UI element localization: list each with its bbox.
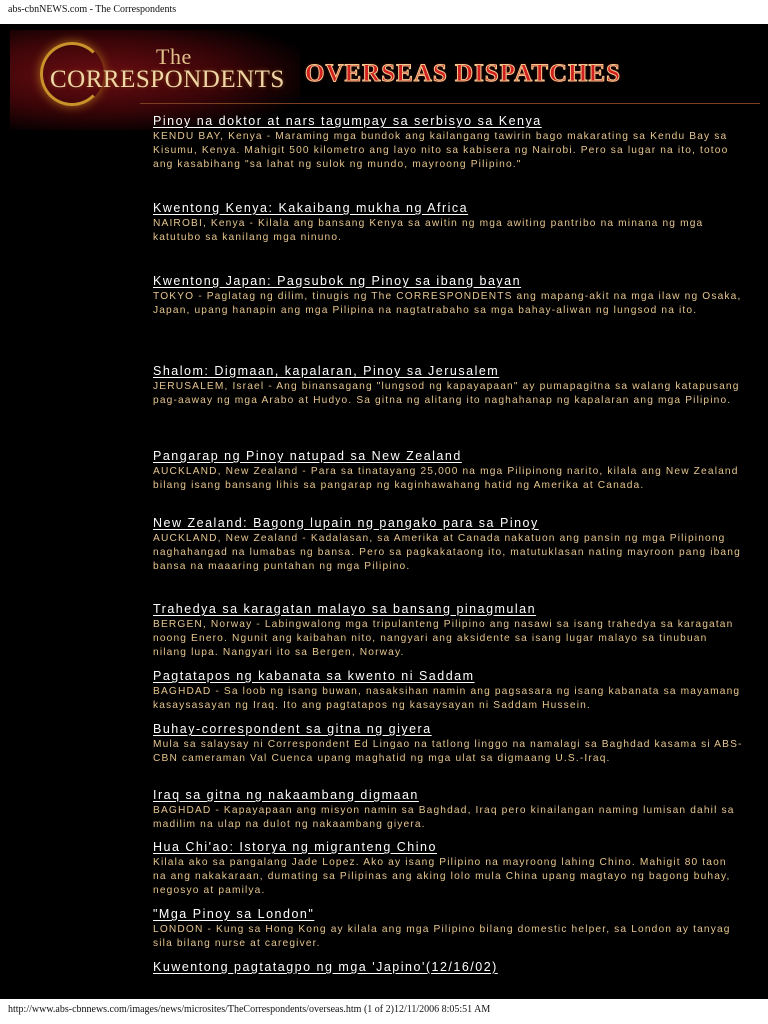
article-headline-link[interactable]: Trahedya sa karagatan malayo sa bansang pinagmulan — [153, 602, 537, 616]
article-summary: AUCKLAND, New Zealand - Para sa tinatayang 25,000 na mga Pilipinong narito, kilala ang New Zealand bilang isang bansang lihis sa pangarap ng kaginhawahang hatid ng Amerika at Canada. — [153, 466, 739, 491]
article-headline-link[interactable]: Iraq sa gitna ng nakaambang digmaan — [153, 788, 419, 802]
banner — [10, 30, 758, 102]
article-item — [153, 273, 743, 318]
article-item — [153, 721, 743, 766]
article-summary: BAGHDAD - Sa loob ng isang buwan, nasaksihan namin ang pagsasara ng isang kabanata sa mayamang kasaysasayan ng Iraq. Ito ang pagtatapos ng kasaysayan ni Saddam Hussein. — [153, 686, 741, 711]
article-headline-link[interactable]: Kwentong Japan: Pagsubok ng Pinoy sa ibang bayan — [153, 274, 522, 288]
article-item — [153, 668, 743, 713]
article-headline-link[interactable]: Kuwentong pagtatagpo ng mga 'Japino'(12/16/02) — [153, 960, 498, 974]
banner-divider — [140, 103, 760, 104]
article-summary: AUCKLAND, New Zealand - Kadalasan, sa Amerika at Canada nakatuon ang pansin ng mga Pilipinong naghahangad na lumabas ng bansa. Pero sa pagkakataong ito, matutuklasan nating mayroon pang ibang bansa na maaaring puntahan ng mga Pilipino. — [153, 533, 741, 572]
article-headline-link[interactable]: Hua Chi'ao: Istorya ng migranteng Chino — [153, 840, 437, 854]
article-summary: BERGEN, Norway - Labingwalong mga tripulanteng Pilipino ang nasawi sa isang trahedya sa karagatan noong Enero. Ngunit ang kaibahan nito, nangyari ang aksidente sa isang lugar malayo sa tinubuan nilang lupa. Nangyari ito sa Bergen, Norway. — [153, 619, 734, 658]
article-summary: KENDU BAY, Kenya - Maraming mga bundok ang kailangang tawirin bago makarating sa Kendu Bay sa Kisumu, Kenya. Mahigit 500 kilometro ang layo nito sa kabisera ng Nairobi. Pero sa lugar na ito, totoo ang kasabihang "sa lahat ng sulok ng mundo, mayroong Pilipino." — [153, 131, 729, 170]
section-title: OVERSEAS DISPATCHES — [305, 60, 622, 87]
article-headline-link[interactable]: Pangarap ng Pinoy natupad sa New Zealand — [153, 449, 462, 463]
article-summary: BAGHDAD - Kapayapaan ang misyon namin sa Baghdad, Iraq pero kinailangan naming lumisan dahil sa madilim na ulap na dulot ng nakaambang giyera. — [153, 805, 735, 830]
article-item — [153, 787, 743, 832]
logo-correspondents-text: CORRESPONDENTS — [50, 66, 285, 93]
article-summary: LONDON - Kung sa Hong Kong ay kilala ang mga Pilipino bilang domestic helper, sa London ay tanyag sila bilang nurse at caregiver. — [153, 924, 731, 949]
article-item — [153, 448, 743, 493]
article-summary: TOKYO - Paglatag ng dilim, tinugis ng The CORRESPONDENTS ang mapang-akit na mga ilaw ng Osaka, Japan, upang hanapin ang mga Pilipina na nagtatrabaho sa mga bahay-aliwan ng lungsod na ito. — [153, 291, 742, 316]
article-summary: NAIROBI, Kenya - Kilala ang bansang Kenya sa awitin ng mga awiting pantribo na minana ng mga katutubo sa kanilang mga ninuno. — [153, 218, 704, 243]
article-item — [153, 601, 743, 660]
article-headline-link[interactable]: Pagtatapos ng kabanata sa kwento ni Saddam — [153, 669, 475, 683]
page-content — [0, 24, 768, 999]
article-headline-link[interactable]: Kwentong Kenya: Kakaibang mukha ng Africa — [153, 201, 469, 215]
article-headline-link[interactable]: Pinoy na doktor at nars tagumpay sa serbisyo sa Kenya — [153, 114, 542, 128]
logo-the-text: The — [156, 44, 192, 69]
article-item — [153, 200, 743, 245]
article-headline-link[interactable]: Shalom: Digmaan, kapalaran, Pinoy sa Jerusalem — [153, 364, 500, 378]
article-item — [153, 515, 743, 574]
article-item — [153, 906, 743, 951]
article-summary: JERUSALEM, Israel - Ang binansagang "lungsod ng kapayapaan" ay pumapagitna sa walang katapusang pag-aaway ng mga Arabo at Hudyo. Sa gitna ng alitang ito naghahanap ng kapalaran ang mga Pilipino. — [153, 381, 740, 406]
print-footer: http://www.abs-cbnnews.com/images/news/microsites/TheCorrespondents/overseas.htm (1 of 2)12/11/2006 8:05:51 AM — [8, 1004, 491, 1015]
article-headline-link[interactable]: New Zealand: Bagong lupain ng pangako para sa Pinoy — [153, 516, 539, 530]
article-headline-link[interactable]: "Mga Pinoy sa London" — [153, 907, 315, 921]
article-summary: Kilala ako sa pangalang Jade Lopez. Ako ay isang Pilipino na mayroong lahing Chino. Mahigit 80 taon na ang nakakaraan, dumating sa Pilipinas ang aking lolo mula China upang magtayo ng bagong buhay, negosyo at pamilya. — [153, 857, 731, 896]
article-summary: Mula sa salaysay ni Correspondent Ed Lingao na tatlong linggo na namalagi sa Baghdad kasama si ABS-CBN cameraman Val Cuenca upang maghatid ng mga ulat sa digmaang U.S.-Iraq. — [153, 739, 743, 764]
article-item — [153, 363, 743, 408]
article-item — [153, 113, 743, 172]
article-item — [153, 839, 743, 898]
print-header: abs-cbnNEWS.com - The Correspondents — [8, 4, 177, 15]
article-item — [153, 959, 743, 975]
article-headline-link[interactable]: Buhay-correspondent sa gitna ng giyera — [153, 722, 432, 736]
